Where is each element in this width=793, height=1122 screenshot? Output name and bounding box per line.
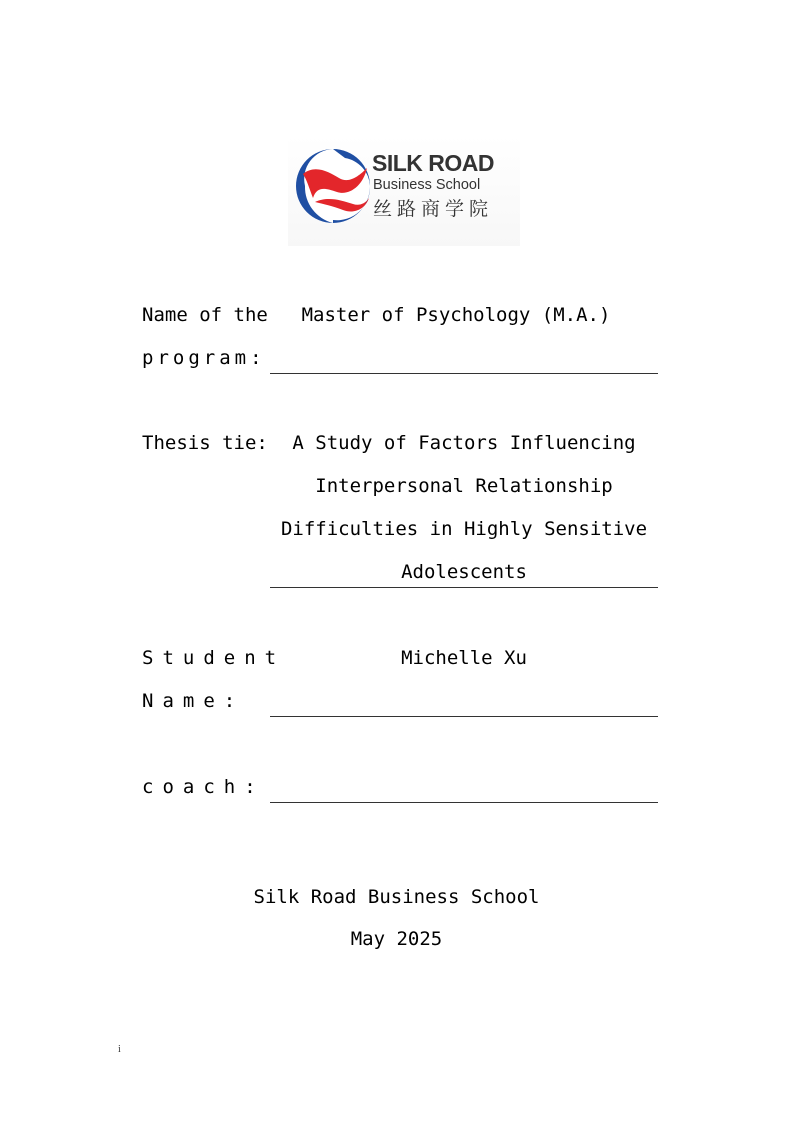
thesis-underline <box>270 587 658 588</box>
program-label-line1: Name of the <box>142 304 268 326</box>
program-value: Master of Psychology (M.A.) <box>301 304 611 326</box>
student-name-value: Michelle Xu <box>401 647 527 669</box>
program-label-line2: program: <box>142 347 266 369</box>
thesis-title-line2: Interpersonal Relationship <box>315 475 613 497</box>
student-label-line2: Name: <box>142 690 245 712</box>
program-underline <box>270 373 658 374</box>
thesis-label: Thesis tie: <box>142 432 268 454</box>
logo-name-en: SILK ROAD <box>372 150 494 176</box>
logo-name-cn: 丝路商学院 <box>373 198 494 220</box>
institution-name: Silk Road Business School <box>253 886 540 908</box>
coach-underline <box>270 802 658 803</box>
coach-label: coach: <box>142 776 265 798</box>
student-underline <box>270 716 658 717</box>
school-logo <box>288 136 520 246</box>
thesis-title-line1: A Study of Factors Influencing <box>292 432 636 454</box>
silk-road-emblem-icon <box>293 146 373 226</box>
submission-date: May 2025 <box>350 928 443 950</box>
logo-subtitle: Business School <box>373 177 481 193</box>
student-label-line1: Student <box>142 647 286 669</box>
page-number: i <box>118 1044 121 1055</box>
thesis-title-line4: Adolescents <box>401 561 527 583</box>
thesis-title-line3: Difficulties in Highly Sensitive <box>280 518 648 540</box>
